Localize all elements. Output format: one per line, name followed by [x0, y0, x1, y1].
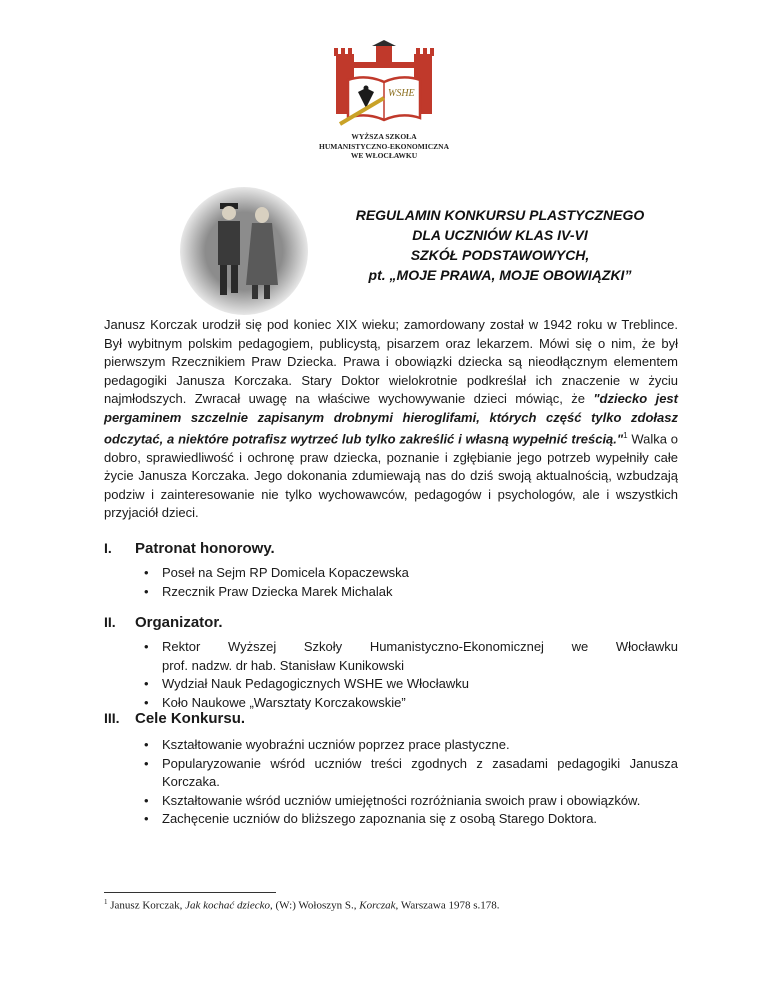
footnote-end: , Warszawa 1978 s.178. [395, 899, 500, 912]
footnote-ref-title: Korczak [359, 899, 396, 912]
school-name [284, 132, 484, 161]
intro-text-mid: Mówi się o nim, że był pierwszym Rzecznikiem Praw Dziecka. Prawa i obowiązki dziecka są nieodłącznym elementem pedagogiki Janusza Korczaka. Stary Doktor wielokrotnie podkreślał ich znaczenie w życiu najmłodszych. Zwracał uwagę na właściwe wychowywanie dzieci mówiąc, że [104, 335, 679, 406]
footnote-author: Janusz Korczak, [107, 899, 186, 912]
intro-paragraph [104, 316, 678, 523]
university-logo [324, 40, 444, 132]
school-name-line2: HUMANISTYCZNO-EKONOMICZNA [318, 141, 449, 151]
list-item: • Rzecznik Praw Dziecka Marek Michalak [144, 583, 678, 602]
logo-monogram: WSHE [388, 88, 415, 99]
title-line2: DLA UCZNIÓW KLAS IV-VI [412, 227, 588, 243]
section-number: I. [104, 540, 112, 556]
list-item: • Koło Naukowe „Warsztaty Korczakowskie” [144, 694, 678, 713]
list-item: • Zachęcenie uczniów do bliższego zapoznania się z osobą Starego Doktora. [144, 810, 678, 829]
korczak-photo [180, 185, 308, 317]
list-item: • Wydział Nauk Pedagogicznych WSHE we Włocławku [144, 675, 678, 694]
footnote-book: Jak kochać dziecko [185, 899, 270, 912]
organizer-list [144, 638, 678, 712]
section-title: Patronat honorowy. [135, 540, 275, 557]
section-title: Organizator. [135, 614, 223, 631]
korczak-quote: "dziecko jest pergaminem szczelnie zapisanym drobnymi hieroglifami, których część tylko zdołasz odczytać, a niektóre potrafisz wytrzeć lub tylko zakreślić i własną wypełnić treścią." [104, 391, 678, 447]
footnote-divider [104, 892, 276, 893]
section-number: II. [104, 614, 116, 630]
list-item: • Popularyzowanie wśród uczniów treści zgodnych z zasadami pedagogiki Janusza Korczaka. [144, 755, 678, 792]
rector-line: • Rektor Wyższej Szkoły Humanistyczno-Ekonomicznej we Włocławku [162, 639, 678, 654]
school-name-line3: WE WŁOCŁAWKU [350, 151, 418, 160]
footnote-mid: , (W:) Wołoszyn S., [270, 899, 360, 912]
document-title [330, 205, 670, 285]
intro-text-start: Janusz Korczak urodził się pod koniec XIX wieku; zamordowany został w 1942 roku w Treblince. Był wybitnym polskim pedagogiem, publicystą, pisarzem oraz lekarzem. [104, 317, 678, 351]
list-item: • Kształtowanie wyobraźni uczniów poprzez prace plastyczne. [144, 736, 678, 755]
title-line3: SZKÓŁ PODSTAWOWYCH, [410, 247, 590, 263]
intro-text-end: Walka o dobro, sprawiedliwość i ochronę praw dziecka, poznanie i zgłębianie jego potrzeb wypełniły całe życie Janusza Korczaka. Jego dokonania zdumiewają nas do dziś swoją aktualnością, wzbudzają podziw i zainteresowanie nie tylko wychowawców, pedagogów i psychologów, ale i wszystkich przyjaciół dzieci. [104, 431, 678, 521]
section-number: III. [104, 710, 120, 726]
patronage-list [144, 564, 678, 601]
footnote [104, 898, 500, 912]
goals-list [144, 736, 678, 829]
school-name-line1: WYŻSZA SZKOŁA [351, 132, 417, 141]
list-item [144, 638, 678, 675]
list-item: • Kształtowanie wśród uczniów umiejętności rozróżniania swoich praw i obowiązków. [144, 792, 678, 811]
rector-name: prof. nadzw. dr hab. Stanisław Kunikowski [162, 657, 405, 673]
title-line1: REGULAMIN KONKURSU PLASTYCZNEGO [355, 207, 645, 223]
footnote-ref: 1 [623, 431, 628, 440]
title-line4: pt. „MOJE PRAWA, MOJE OBOWIĄZKI” [368, 267, 632, 283]
footnote-number: 1 [104, 898, 108, 906]
section-title: Cele Konkursu. [135, 710, 246, 727]
list-item: • Poseł na Sejm RP Domicela Kopaczewska [144, 564, 678, 583]
